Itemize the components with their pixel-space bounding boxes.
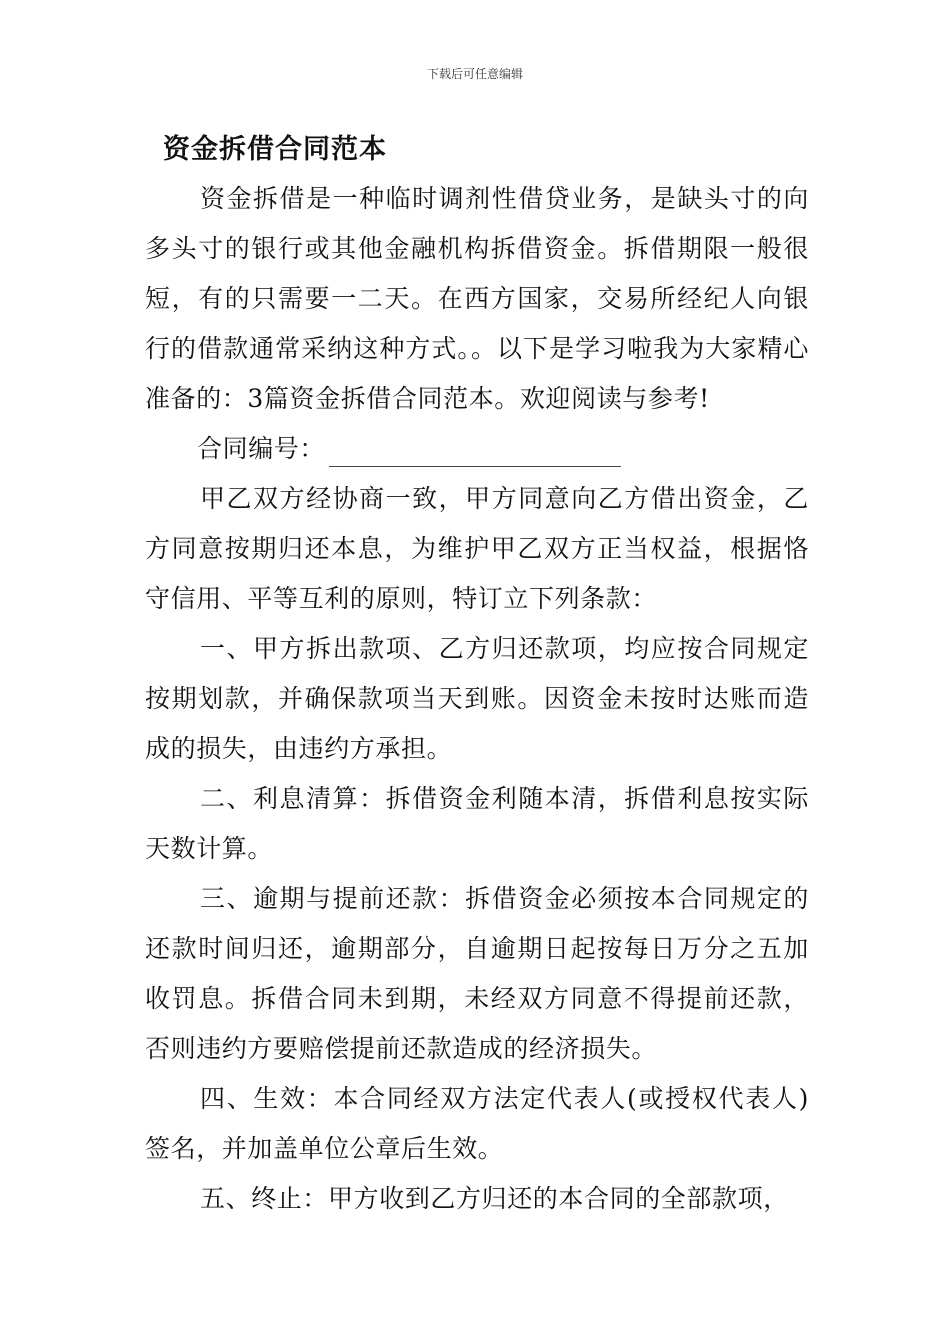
contract-number-line (145, 424, 809, 474)
page-header-note: 下载后可任意编辑 (426, 67, 523, 81)
clause-paragraph: 二、利息清算：拆借资金利随本清，拆借利息按实际天数计算。 (145, 784, 809, 863)
contract-number-blank (329, 434, 621, 467)
document-title: 资金拆借合同范本 (163, 134, 387, 165)
clause-paragraph: 四、生效：本合同经双方法定代表人(或授权代表人)签名，并加盖单位公章后生效。 (145, 1084, 809, 1163)
document-body (145, 174, 809, 1224)
intro-paragraph: 资金拆借是一种临时调剂性借贷业务，是缺头寸的向多头寸的银行或其他金融机构拆借资金。拆借期限一般很短，有的只需要一二天。在西方国家，交易所经纪人向银行的借款通常采纳这种方式。。以下是学习啦我为大家精心准备的：3篇资金拆借合同范本。欢迎阅读与参考! (145, 184, 809, 413)
contract-number-label: 合同编号： (197, 434, 326, 463)
clause-paragraph: 五、终止：甲方收到乙方归还的本合同的全部款项， (200, 1184, 789, 1213)
preamble-paragraph: 甲乙双方经协商一致，甲方同意向乙方借出资金，乙方同意按期归还本息，为维护甲乙双方正当权益，根据恪守信用、平等互利的原则，特订立下列条款： (145, 484, 809, 613)
clause-paragraph: 三、逾期与提前还款：拆借资金必须按本合同规定的还款时间归还，逾期部分，自逾期日起按每日万分之五加收罚息。拆借合同未到期，未经双方同意不得提前还款，否则违约方要赔偿提前还款造成的经济损失。 (145, 884, 809, 1063)
clause-paragraph: 一、甲方拆出款项、乙方归还款项，均应按合同规定按期划款，并确保款项当天到账。因资金未按时达账而造成的损失，由违约方承担。 (145, 634, 809, 763)
